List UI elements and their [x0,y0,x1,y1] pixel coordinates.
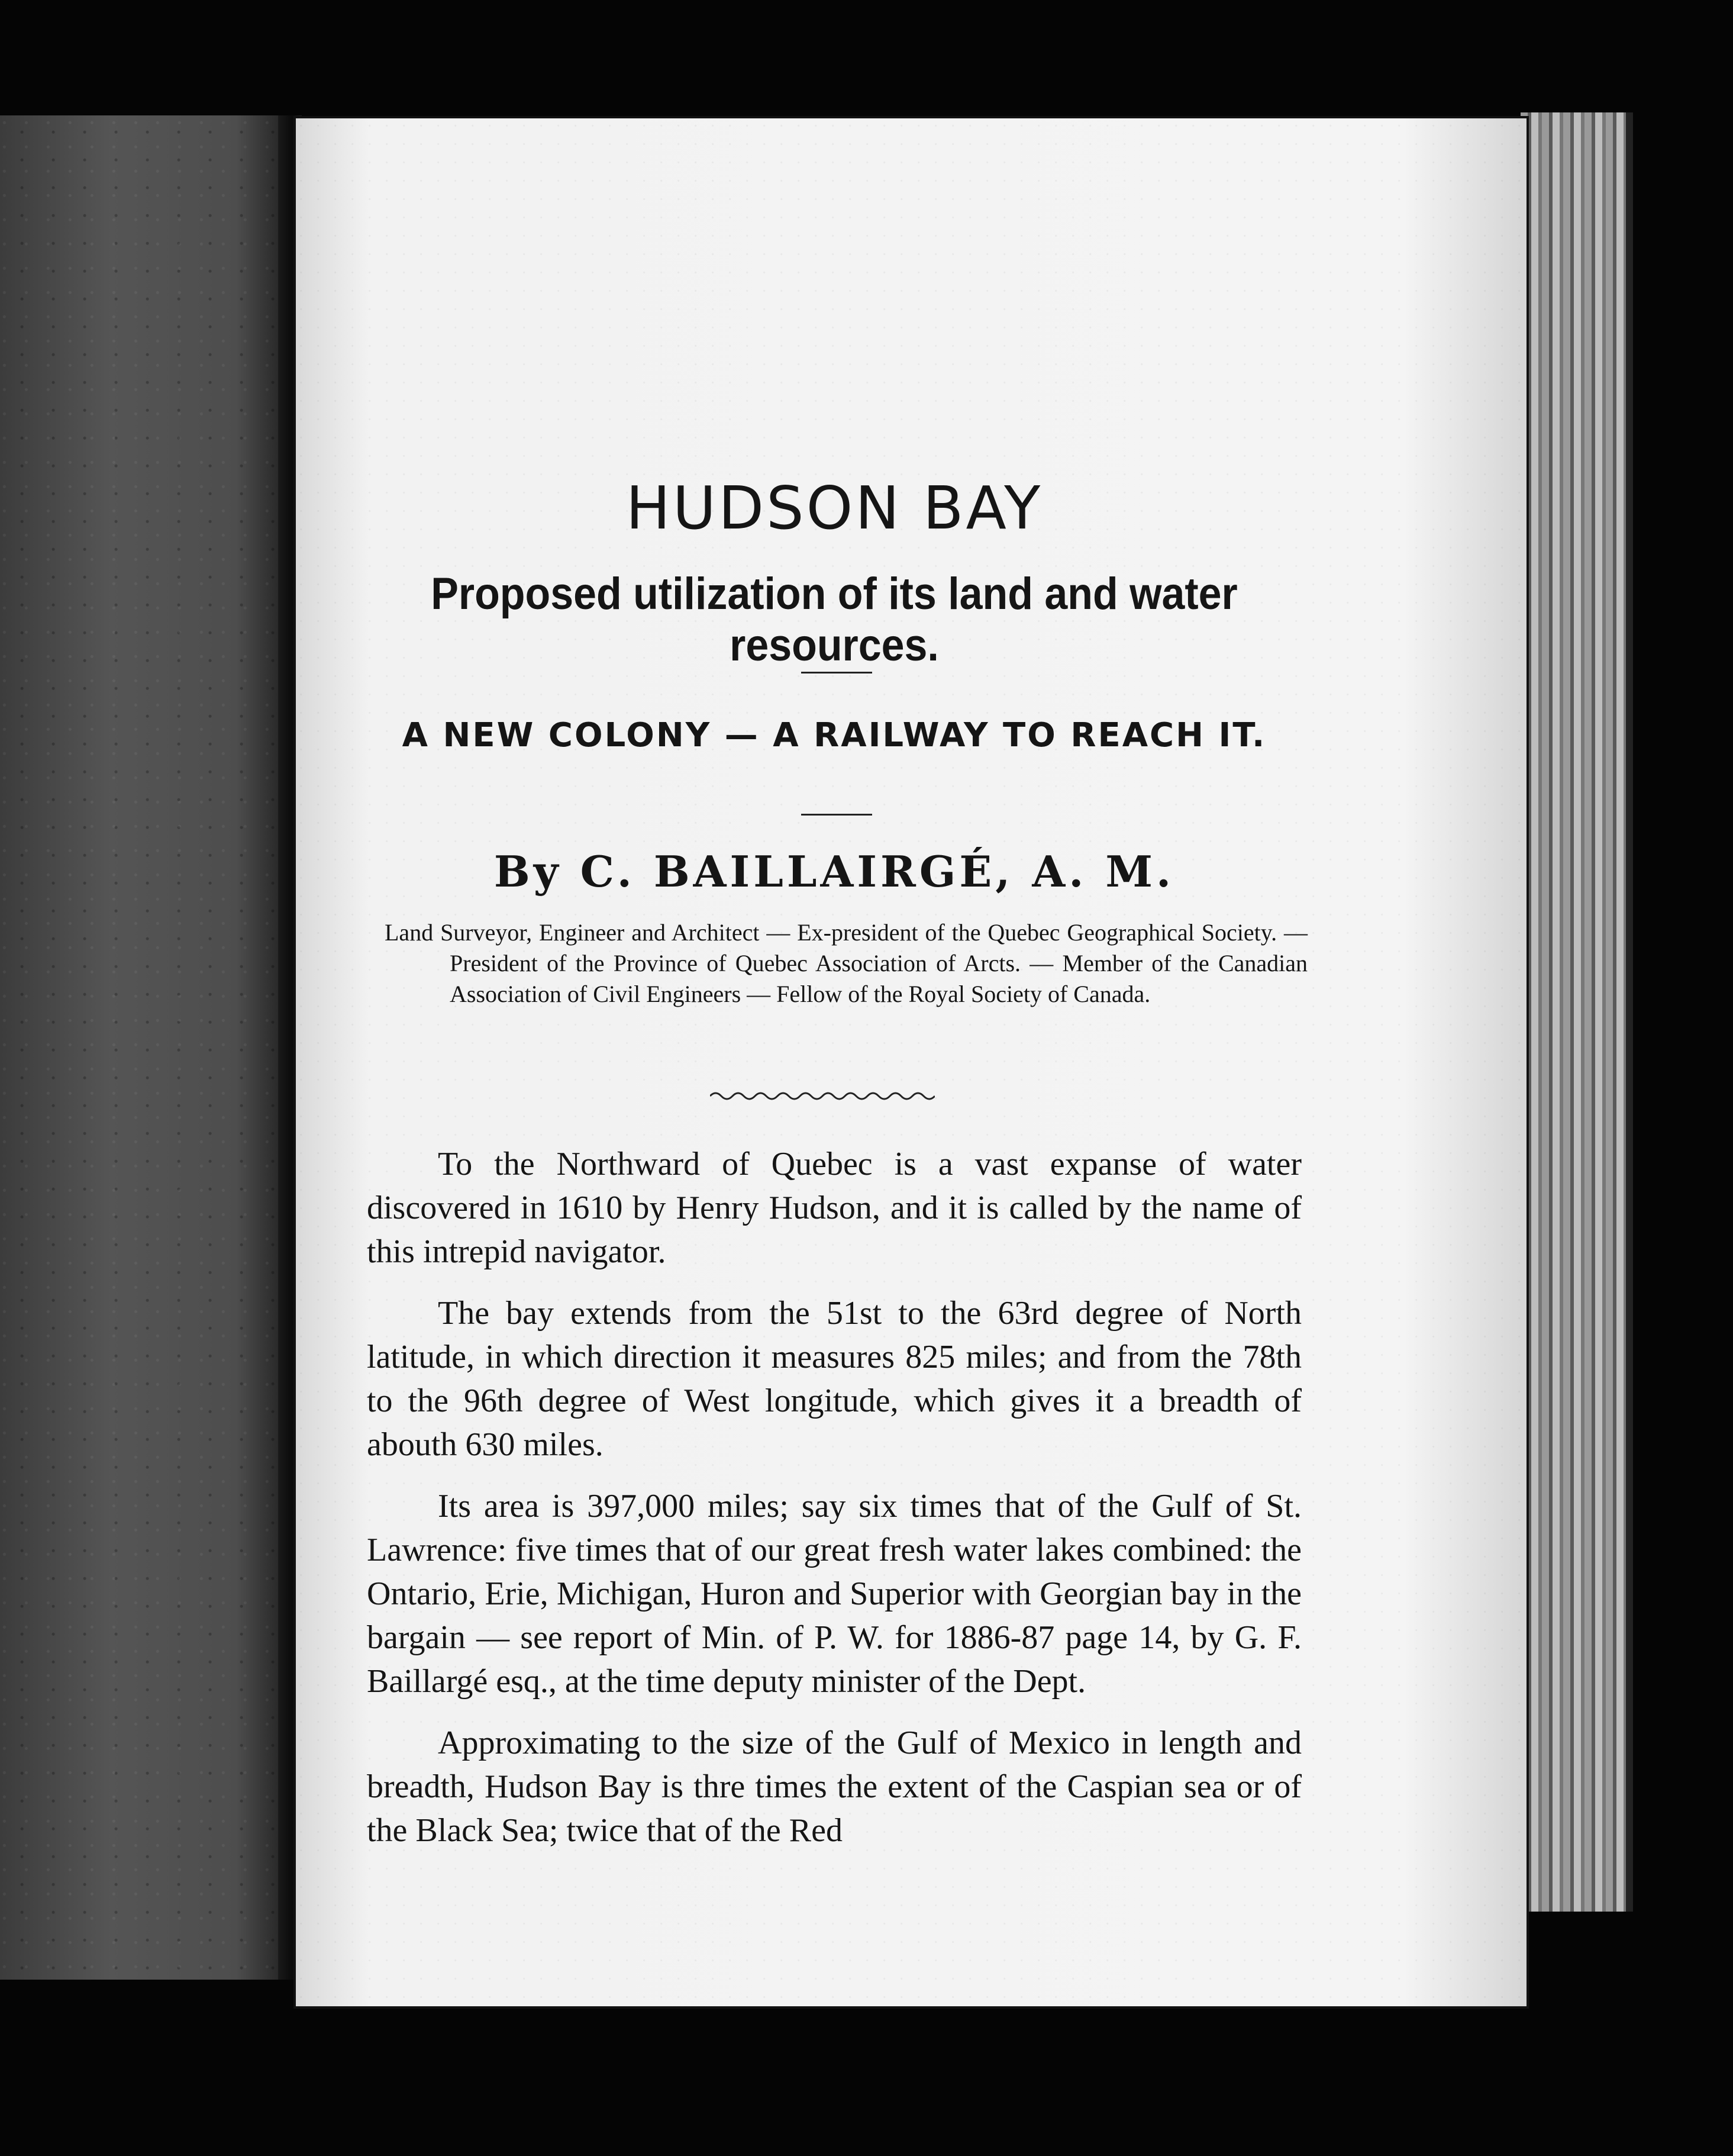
wavy-ornament [710,1089,935,1103]
paragraph: Its area is 397,000 miles; say six times that of the Gulf of St. Lawrence: five times that of our great fresh water lakes combined: the Ontario, Erie, Michigan, Huron and Superior with Georgian bay in the bargain — see report of Min. of P. W. for 1886-87 page 14, by G. F. Baillargé esq., at the time deputy minister of the Dept. [367,1488,1302,1700]
credentials-text: Land Surveyor, Engineer and Architect — Ex-president of the Quebec Geographical Society. — President of the Province of Quebec Association of Arcts. — Member of the Canadian Association of Civil Engineers — Fellow of the Royal Society of Canada. [385,919,1308,1007]
paragraph: Approximating to the size of the Gulf of Mexico in length and breadth, Hudson Bay is thre times the extent of the Caspian sea or of the Black Sea; twice that of the Red [367,1725,1302,1849]
page-subtitle: Proposed utilization of its land and water resources. [431,569,1238,671]
body-text [367,1142,1302,1870]
paragraph: To the Northward of Quebec is a vast expanse of water discovered in 1610 by Henry Hudson, and it is called by the name of this intrepid navigator. [367,1146,1302,1270]
author-credentials [385,917,1308,1010]
page-edges [1521,112,1633,1912]
right-page [296,118,1527,2006]
paragraph: The bay extends from the 51st to the 63rd degree of North latitude, in which direction it measures 825 miles; and from the 78th to the 96th degree of West longitude, which gives it a breadth of abouth 630 miles. [367,1295,1302,1463]
divider-rule [801,672,872,673]
left-facing-page [0,115,278,1980]
page-title: HUDSON BAY [625,473,1043,543]
divider-rule [801,814,872,816]
tagline: A NEW COLONY — A RAILWAY TO REACH IT. [402,716,1267,755]
author-line: By C. BAILLAIRGÉ, A. M. [493,846,1175,897]
